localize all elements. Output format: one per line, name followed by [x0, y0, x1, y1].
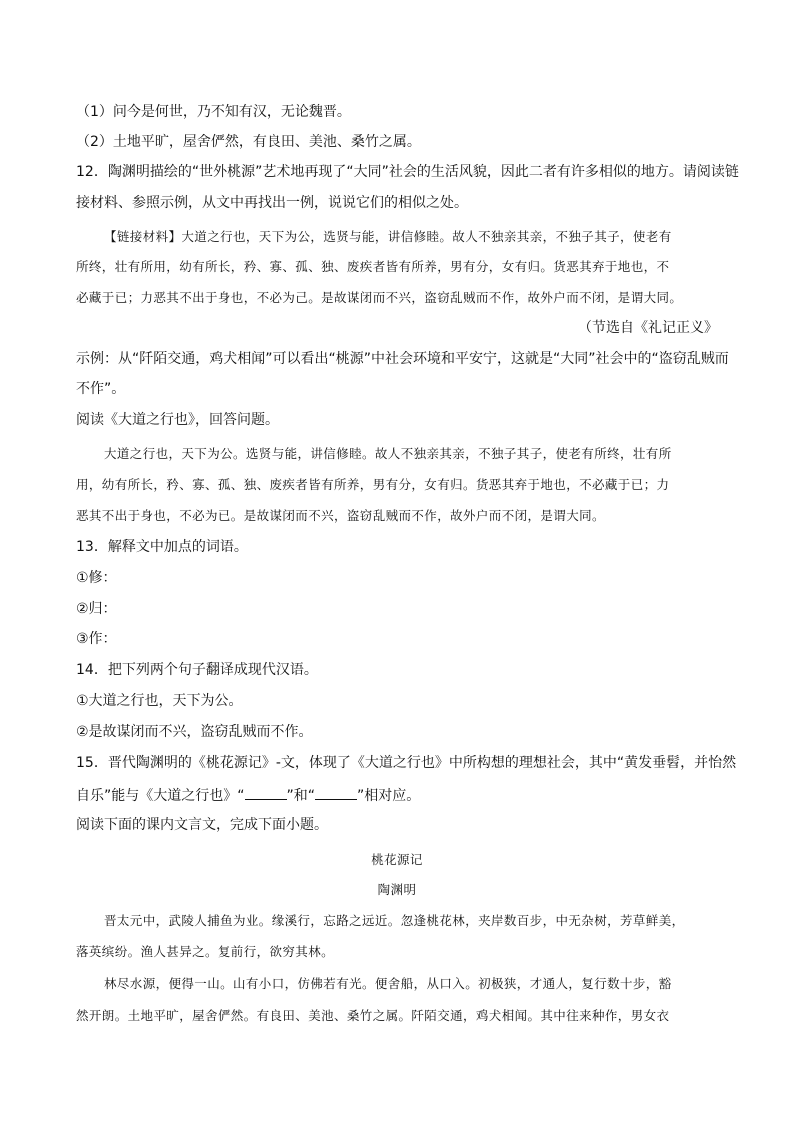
q14-title: 14．把下列两个句子翻译成现代汉语。 — [76, 662, 318, 678]
passage-line-1: 大道之行也，天下为公。选贤与能，讲信修睦。故人不独亲其亲，不独子其子，使老有所终，壮有所 — [104, 446, 672, 461]
q11-item-2: （2）土地平旷，屋舍俨然，有良田、美池、桑竹之属。 — [76, 134, 421, 150]
q13-title: 13．解释文中加点的词语。 — [76, 539, 248, 555]
example-line-2: 不作”。 — [76, 381, 126, 397]
answer-blank-2[interactable] — [315, 785, 357, 800]
taohua-line-1: 晋太元中，武陵人捕鱼为业。缘溪行，忘路之远近。忽逢桃花林，夹岸数百步，中无杂树，芳草鲜美， — [104, 913, 685, 928]
answer-blank-1[interactable] — [245, 785, 287, 800]
q13-item-2: ②归： — [76, 601, 117, 617]
q13-item-1: ①修： — [76, 570, 117, 586]
passage-line-2: 用，幼有所长，矜、寡、孤、独、废疾者皆有所养，男有分，女有归。货恶其弃于地也，不必藏于已；力 — [76, 477, 670, 492]
reading2-intro: 阅读下面的课内文言文，完成下面小题。 — [76, 817, 328, 833]
taohua-title: 桃花源记 — [371, 852, 423, 867]
linked-material-line-3: 必藏于已；力恶其不出于身也，不必为己。是故谋闭而不兴，盗窃乱贼而不作，故外户而不闭，是谓大同。 — [76, 290, 683, 305]
linked-material-line-1: 【链接材料】大道之行也，天下为公，选贤与能，讲信修睦。故人不独亲其亲，不独子其子，使老有 — [104, 229, 672, 244]
q13-item-3: ③作： — [76, 631, 117, 647]
linked-material-line-2: 所终，壮有所用，幼有所长，矜、寡、孤、独、废疾者皆有所养，男有分，女有归。货恶其弃于地也，不 — [76, 259, 670, 274]
q14-item-1: ①大道之行也，天下为公。 — [76, 693, 243, 709]
q12-text-line-1: 12．陶渊明描绘的“世外桃源”艺术地再现了“大同”社会的生活风貌，因此二者有许多相似的地方。请阅读链 — [76, 164, 739, 180]
q15-line-2-post: ”相对应。 — [357, 788, 421, 804]
taohua-line-4: 然开朗。土地平旷，屋舍俨然。有良田、美池、桑竹之属。阡陌交通，鸡犬相闻。其中往来种作，男女衣 — [76, 1008, 670, 1023]
material-source: （节选自《礼记正义》 — [578, 320, 718, 336]
q12-text-line-2: 接材料、参照示例，从文中再找出一例，说说它们的相似之处。 — [76, 195, 468, 211]
taohua-line-2: 落英缤纷。渔人甚异之。复前行，欲穷其林。 — [76, 944, 335, 959]
q15-line-1: 15．晋代陶渊明的《桃花源记》-文，体现了《大道之行也》中所构想的理想社会，其中“黄发垂髫，并怡然 — [76, 755, 737, 771]
passage-line-3: 恶其不出于身也，不必为已。是故谋闭而不兴，盗窃乱贼而不作，故外户而不闭，是谓大同。 — [76, 508, 605, 523]
q11-item-1: （1）问今是何世，乃不知有汉，无论魏晋。 — [76, 104, 351, 120]
q15-line-2-mid: ”和“ — [286, 788, 316, 804]
reading-intro: 阅读《大道之行也》，回答问题。 — [76, 412, 279, 428]
q15-line-2 — [76, 785, 726, 805]
q15-line-2-pre: 自乐”能与《大道之行也》“ — [76, 788, 245, 804]
taohua-line-3: 林尽水源，便得一山。山有小口，仿佛若有光。便舍船，从口入。初极狭，才通人，复行数十步，豁 — [104, 976, 672, 991]
taohua-author: 陶渊明 — [377, 882, 417, 897]
example-line-1: 示例：从“阡陌交通，鸡犬相闻”可以看出“桃源”中社会环境和平安宁，这就是“大同”社会中的“盗窃乱贼而 — [76, 351, 729, 367]
q14-item-2: ②是故谋闭而不兴，盗窃乱贼而不作。 — [76, 724, 313, 740]
